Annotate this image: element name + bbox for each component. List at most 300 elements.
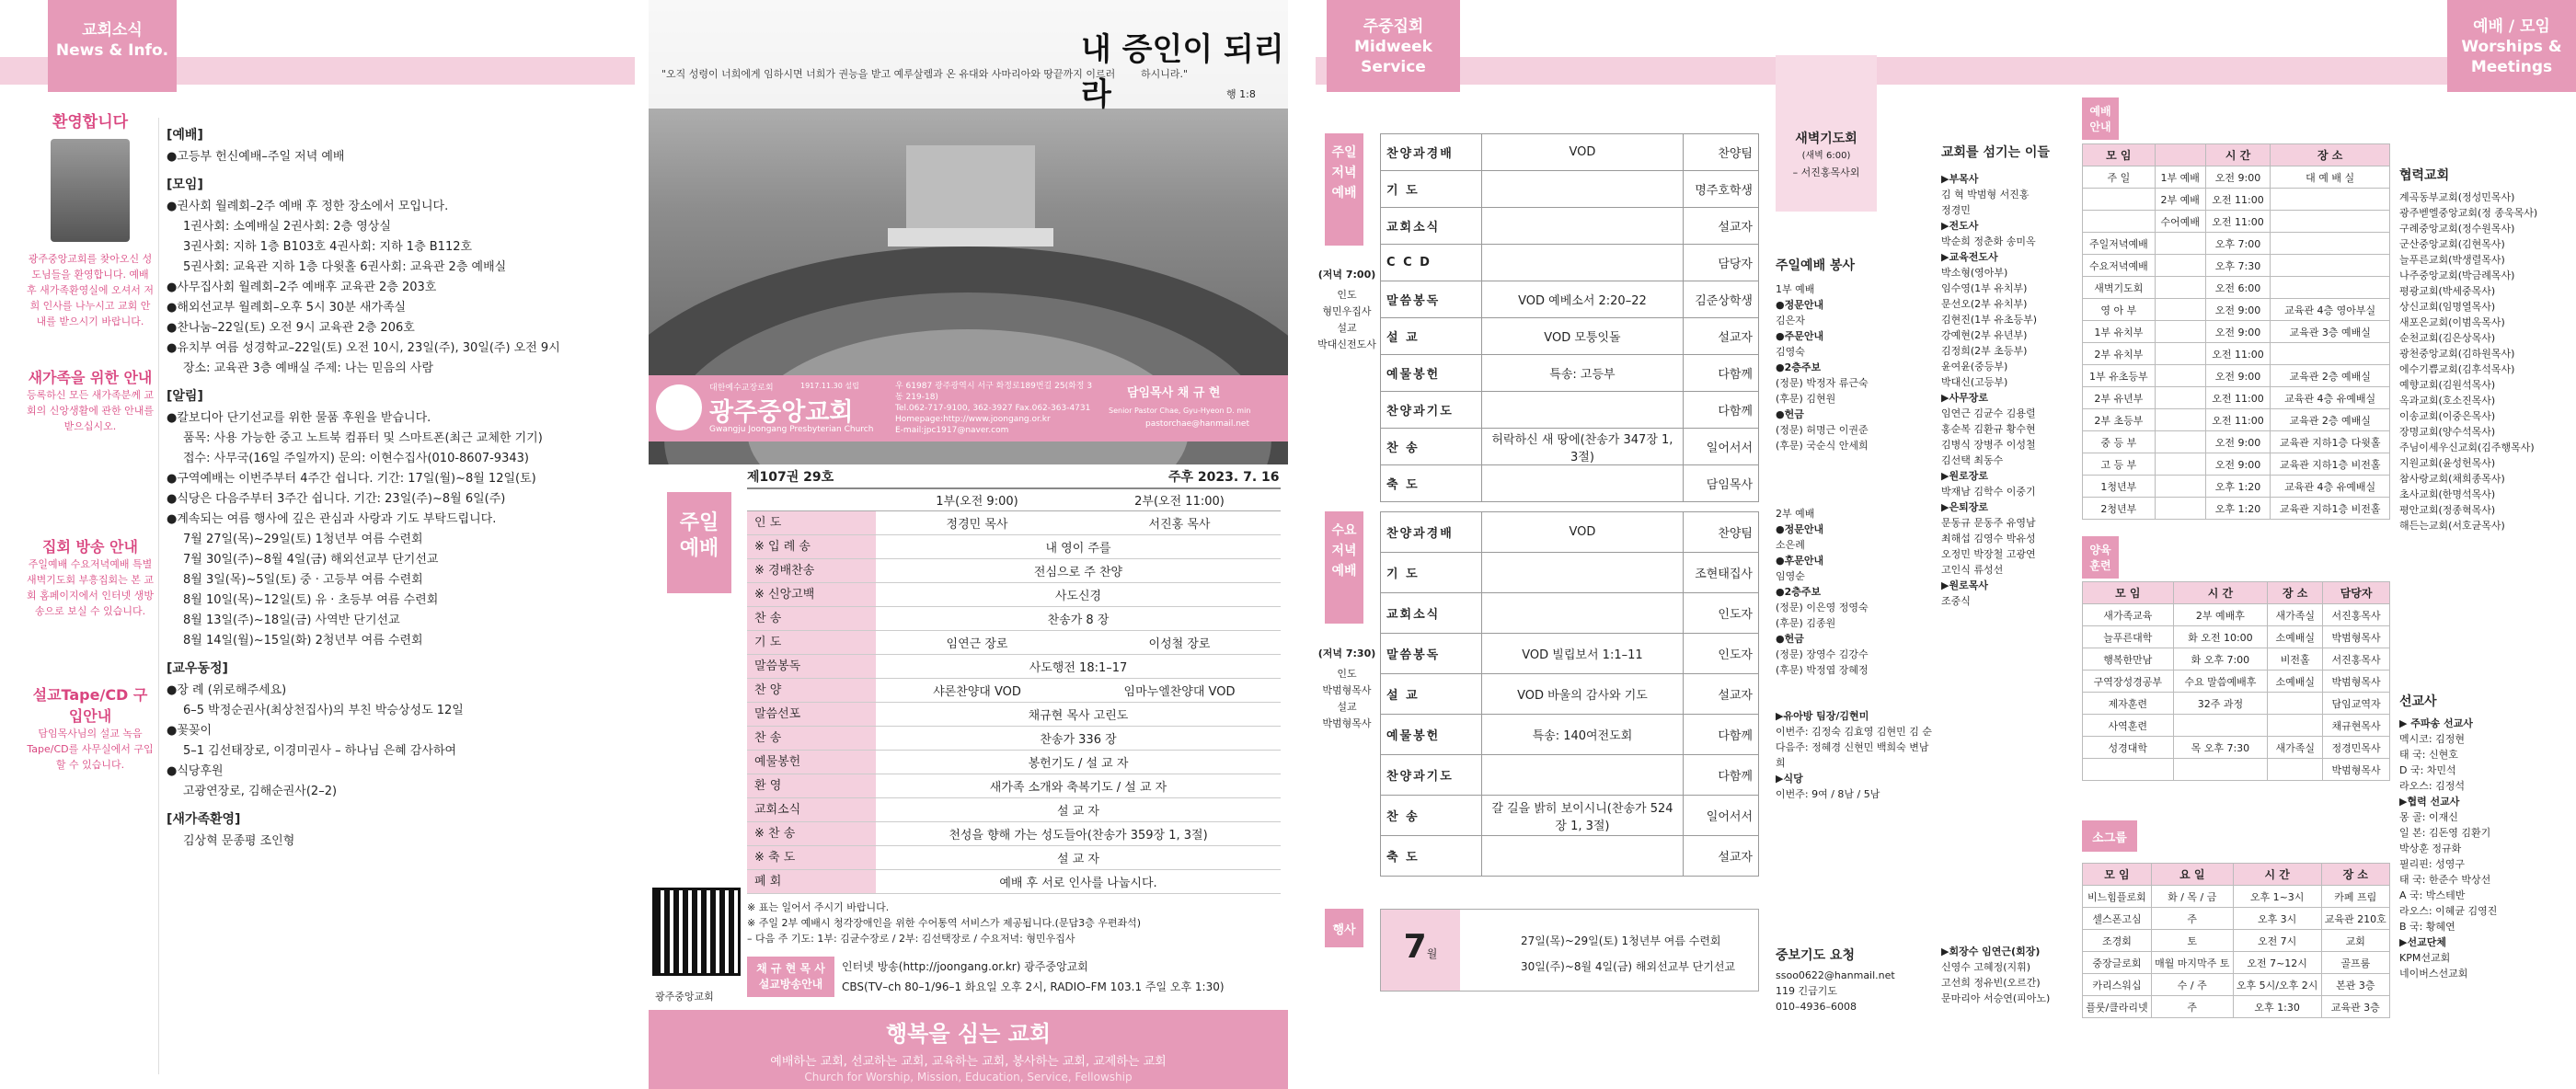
news-line: 8월 10일(목)~12일(토) 유 · 초등부 여름 수련회 xyxy=(183,593,439,607)
service-detail: 갈 길을 밝히 보이시니(찬송가 524장 1, 3절) xyxy=(1481,796,1683,836)
nurture-row xyxy=(2083,648,2390,671)
worship-cell: 2부 예배 xyxy=(2155,189,2205,211)
worship-cell: 오후 1:20 xyxy=(2205,476,2271,498)
worship-cell xyxy=(2271,211,2390,233)
service-person: 설교자 xyxy=(1684,208,1759,245)
worship-cell xyxy=(2155,476,2205,498)
service-detail: 허락하신 새 땅에(찬송가 347장 1, 3절) xyxy=(1481,429,1683,465)
newfamily-text: 등록하신 모든 새가족분께 교회의 신앙생활에 관한 안내를 받으십시오. xyxy=(26,389,154,432)
order-rows xyxy=(747,511,1281,894)
small-group-cell: 매월 마지막주 토 xyxy=(2151,952,2233,974)
sunday-evening-lead: 인도 형민우집사 설교 박대신전도사 xyxy=(1317,289,1376,350)
worship-cell: 오전 9:00 xyxy=(2205,365,2271,387)
news-line: 김상혁 문종평 조인형 xyxy=(183,834,295,848)
event-month-box xyxy=(1381,910,1460,991)
worship-cell: 2부 초등부 xyxy=(2083,409,2156,431)
staff-line: 김선택 최동수 xyxy=(1941,454,2004,466)
news-section-heading: [알림] xyxy=(167,389,203,404)
dawn-lead: – 서진홍목사외 xyxy=(1792,166,1860,178)
note-line: ※ 표는 일어서 주시기 바랍니다. xyxy=(747,901,890,913)
coop-church: 예향교회(김원석목사) xyxy=(2399,379,2496,391)
serve-2nd xyxy=(1776,506,1932,678)
nurture-cell xyxy=(2173,759,2268,781)
service-detail xyxy=(1481,836,1683,877)
nurture-cell: 성경대학 xyxy=(2083,737,2174,759)
prayer-title: 중보기도 요청 xyxy=(1776,948,1856,963)
nurture-cell: 2부 예배후 xyxy=(2173,604,2268,626)
sunday-evening-time: (저녁 7:00) xyxy=(1317,269,1376,281)
service-item: 기 도 xyxy=(1381,553,1482,593)
nurture-cell: 제자훈련 xyxy=(2083,693,2174,715)
nurture-cell: 정경민목사 xyxy=(2323,737,2390,759)
news-line: ●식당은 다음주부터 3주간 쉽니다. 기간: 23일(주)~8월 6일(주) xyxy=(167,492,506,506)
service-row xyxy=(1381,755,1759,796)
missionary: B 국: 황혜연 xyxy=(2399,921,2455,933)
order-row xyxy=(747,727,1281,751)
worship-order xyxy=(747,487,1281,894)
email-link[interactable]: E-mail:jpc1917@naver.com xyxy=(895,426,1009,435)
pastor-email[interactable]: pastorchae@hanmail.net xyxy=(1145,419,1249,429)
service-detail xyxy=(1481,465,1683,502)
serve-line: ●주문안내 xyxy=(1776,330,1824,342)
staff-line: 김정희(2부 초등부) xyxy=(1941,345,2028,357)
worship-cell: 교육관 2층 예배실 xyxy=(2271,409,2390,431)
missionary: 라오스: 김정석 xyxy=(2399,780,2465,792)
news-line: ●해외선교부 월례회–오후 5시 30분 새가족실 xyxy=(167,301,407,315)
worship-cell: 교육관 2층 예배실 xyxy=(2271,365,2390,387)
worship-row xyxy=(2083,453,2390,476)
event-item: 27일(목)~29일(토) 1청년부 여름 수련회 xyxy=(1521,934,1721,947)
service-row xyxy=(1381,392,1759,429)
news-line: 장소: 교육관 3층 예배실 주제: 나는 믿음의 사람 xyxy=(183,361,434,375)
coop-church: 에수기쁨교회(김후석목사) xyxy=(2399,363,2515,375)
order-row xyxy=(747,870,1281,894)
nurture-cell: 구역장성경공부 xyxy=(2083,671,2174,693)
small-group-cell: 카페 프림 xyxy=(2321,886,2389,908)
service-item: 예물봉헌 xyxy=(1381,715,1482,755)
small-group-row xyxy=(2083,974,2390,996)
sunday-evening-tab: 주일 저녁 예배 xyxy=(1325,133,1363,246)
coop-church: 주님이세우신교회(김주행목사) xyxy=(2399,441,2535,453)
addr: 우 61987 광주광역시 서구 화정로189번길 25(화정 3동 219-18) xyxy=(895,382,1093,402)
news-section-heading: [모임] xyxy=(167,178,203,192)
worship-cell: 오전 9:00 xyxy=(2205,321,2271,343)
church-info-bar xyxy=(649,375,1288,441)
worship-col: 모 임 xyxy=(2083,144,2156,166)
nurture-cell: 채규현목사 xyxy=(2323,715,2390,737)
service-row xyxy=(1381,355,1759,392)
order-2nd: 임마누엘찬양대 VOD xyxy=(1123,685,1236,699)
service-person: 담임목사 xyxy=(1684,465,1759,502)
nurture-col: 담당자 xyxy=(2323,582,2390,604)
event-list xyxy=(1521,928,1735,980)
small-group-cell: 중장글로회 xyxy=(2083,952,2152,974)
service-item: 찬양과기도 xyxy=(1381,755,1482,796)
missionary: 태 국: 신현호 xyxy=(2399,749,2458,761)
news-line: ●꽃꽂이 xyxy=(167,724,213,738)
nurture-cell: 화 오전 10:00 xyxy=(2173,626,2268,648)
dawn-box xyxy=(1776,55,1877,212)
wednesday-evening-lead: 인도 박범형목사 설교 박범형목사 xyxy=(1322,668,1372,729)
wednesday-evening-time: (저녁 7:30) xyxy=(1317,648,1376,659)
service-item: 교회소식 xyxy=(1381,208,1482,245)
serve-line: (후문) 김종원 xyxy=(1776,617,1836,629)
order-item: ※ 축 도 xyxy=(747,846,876,869)
coop-church: 지원교회(윤성헌목사) xyxy=(2399,457,2496,469)
news-section-heading: [예배] xyxy=(167,128,203,143)
choir-staff xyxy=(1941,944,2084,1006)
worship-cell: 새벽기도회 xyxy=(2083,277,2156,299)
order-row xyxy=(747,774,1281,798)
small-group-cell: 본관 3층 xyxy=(2321,974,2389,996)
coop-church: 옥과교회(호소진목사) xyxy=(2399,395,2496,407)
col-2nd: 2부(오전 11:00) xyxy=(1134,495,1225,509)
nurture-cell: 소예배실 xyxy=(2268,626,2323,648)
order-2nd: 서진홍 목사 xyxy=(1148,518,1211,532)
service-item: 말씀봉독 xyxy=(1381,634,1482,674)
worship-row xyxy=(2083,299,2390,321)
service-row xyxy=(1381,553,1759,593)
order-2nd: 이성철 장로 xyxy=(1148,637,1211,651)
order-row xyxy=(747,751,1281,774)
worship-cell: 오전 11:00 xyxy=(2205,387,2271,409)
nurture-cell: 수요 말씀예배후 xyxy=(2173,671,2268,693)
order-item: ※ 신앙고백 xyxy=(747,583,876,606)
serve-line: (후문) 김현원 xyxy=(1776,393,1836,405)
worship-cell xyxy=(2155,321,2205,343)
news-line: 1권사회: 소예배실 2권사회: 2층 영상실 xyxy=(183,220,391,234)
nurture-cell: 행복한만남 xyxy=(2083,648,2174,671)
note-line: – 다음 주 기도: 1부: 김균수장로 / 2부: 김선택장로 / 수요저녁: 형민우집사 xyxy=(747,933,1075,945)
news-line: ●사무집사회 월례회–2주 예배후 교육관 2층 203호 xyxy=(167,281,437,294)
nursery-line: 이번주: 9여 / 8남 / 5남 xyxy=(1776,788,1880,800)
worship-cell: 1부 예배 xyxy=(2155,166,2205,189)
serve-line: 임영순 xyxy=(1776,570,1805,582)
welcome-text: 광주중앙교회를 찾아오신 성도님들을 환영합니다. 예배 후 새가족환영실에 오셔서 저희 인사를 나누시고 교회 안내를 받으시기 바랍니다. xyxy=(26,253,154,327)
worship-cell: 오후 7:00 xyxy=(2205,233,2271,255)
coop-church: 계곡동부교회(정성민목사) xyxy=(2399,191,2515,203)
choir-line: 신영수 고혜정(지휘) xyxy=(1941,961,2031,973)
worship-cell xyxy=(2083,211,2156,233)
worship-cell: 교육관 4층 유예배실 xyxy=(2271,387,2390,409)
service-detail xyxy=(1481,245,1683,281)
missionary: ▶협력 선교사 xyxy=(2399,796,2460,808)
missionary: KPM선교회 xyxy=(2399,952,2451,964)
worship-cell: 중 등 부 xyxy=(2083,431,2156,453)
service-item: 기 도 xyxy=(1381,171,1482,208)
small-group-cell: 카리스워십 xyxy=(2083,974,2152,996)
newfamily-title: 새가족을 위한 안내 xyxy=(28,369,153,386)
nurture-col: 시 간 xyxy=(2173,582,2268,604)
qr-label: 광주중앙교회 xyxy=(655,991,714,1003)
slogan-sub: 예배하는 교회, 선교하는 교회, 교육하는 교회, 봉사하는 교회, 교제하는 교회 xyxy=(770,1055,1167,1069)
worship-order-head xyxy=(747,487,1281,511)
nurture-cell: 박범형목사 xyxy=(2323,671,2390,693)
worship-cell: 고 등 부 xyxy=(2083,453,2156,476)
service-row xyxy=(1381,796,1759,836)
worship-cell: 오전 9:00 xyxy=(2205,453,2271,476)
order-content: 봉헌기도 / 설 교 자 xyxy=(1028,757,1129,771)
worship-row xyxy=(2083,409,2390,431)
order-content: 채규현 목사 고린도 xyxy=(1028,709,1129,723)
small-group-cell: 오후 5시/오후 2시 xyxy=(2233,974,2321,996)
worship-cell: 2청년부 xyxy=(2083,498,2156,520)
service-detail: 특송: 140여전도회 xyxy=(1481,715,1683,755)
cover-ref: 행 1:8 xyxy=(1226,88,1256,100)
news-line: 3권사회: 지하 1층 B103호 4권사회: 지하 1층 B112호 xyxy=(183,240,473,254)
nurture-cell: 화 오후 7:00 xyxy=(2173,648,2268,671)
nurture-cell: 박범형목사 xyxy=(2323,759,2390,781)
worship-cell: 오전 9:00 xyxy=(2205,166,2271,189)
service-item: 찬 송 xyxy=(1381,796,1482,836)
serve-line: 1부 예배 xyxy=(1776,283,1815,295)
service-item: 찬양과기도 xyxy=(1381,392,1482,429)
worship-row xyxy=(2083,211,2390,233)
serve-line: 김영숙 xyxy=(1776,346,1805,358)
news-line: 6–5 박정순권사(최상천집사)의 부친 박승상성도 12일 xyxy=(183,704,464,717)
small-group-cell: 오후 1:30 xyxy=(2233,996,2321,1018)
small-group-col: 요 일 xyxy=(2151,864,2233,886)
service-detail xyxy=(1481,593,1683,634)
small-group-cell: 화 / 목 / 금 xyxy=(2151,886,2233,908)
news-section-heading: [새가족환영] xyxy=(167,812,241,827)
small-group-row xyxy=(2083,930,2390,952)
coop-church: 참사랑교회(채희종목사) xyxy=(2399,473,2505,485)
staff-line: 임수영(1부 유치부) xyxy=(1941,282,2028,294)
nurture-cell: 새가족교육 xyxy=(2083,604,2174,626)
staff-line: 정경민 xyxy=(1941,204,1971,216)
coop-church: 이송교회(이중은목사) xyxy=(2399,410,2496,422)
missionary: ▶ 주파송 선교사 xyxy=(2399,717,2473,729)
order-content: 설 교 자 xyxy=(1057,805,1099,819)
prayer-line: 010–4936–6008 xyxy=(1776,1001,1857,1013)
service-detail: VOD xyxy=(1481,134,1683,171)
serve-line: 2부 예배 xyxy=(1776,508,1815,520)
coop-church: 장명교회(양수석목사) xyxy=(2399,426,2496,438)
nurture-cell: 비전홀 xyxy=(2268,648,2323,671)
coop-church: 해든는교회(서호균목사) xyxy=(2399,520,2505,532)
coop-church: 평안교회(정종혁목사) xyxy=(2399,504,2496,516)
serve-line: (후문) 국순식 안세희 xyxy=(1776,440,1869,452)
order-content: 사도신경 xyxy=(1054,590,1102,603)
small-group-col: 시 간 xyxy=(2233,864,2321,886)
small-group-cell: 오전 7시 xyxy=(2233,930,2321,952)
missionary: A 국: 박스테반 xyxy=(2399,889,2466,901)
small-group-cell: 셀스폰고심 xyxy=(2083,908,2152,930)
broadcast-label: 채 규 현 목 사 설교방송안내 xyxy=(747,957,834,997)
order-row xyxy=(747,631,1281,655)
service-row xyxy=(1381,593,1759,634)
missionary: 일 본: 김돈영 김환기 xyxy=(2399,827,2491,839)
staff-line: ▶전도사 xyxy=(1941,220,1979,232)
coop-church: 순천교회(김은상목사) xyxy=(2399,332,2496,344)
nurture-cell: 32주 과정 xyxy=(2173,693,2268,715)
news-line: 고광연장로, 김해순권사(2–2) xyxy=(183,785,338,798)
service-person: 명주호학생 xyxy=(1684,171,1759,208)
worship-row xyxy=(2083,476,2390,498)
news-line: 8월 14일(월)~15일(화) 2청년부 여름 수련회 xyxy=(183,634,423,648)
worship-cell xyxy=(2155,299,2205,321)
serve-line: ●2층주보 xyxy=(1776,361,1822,373)
order-row xyxy=(747,655,1281,679)
staff-line: 최해섭 김영수 박유성 xyxy=(1941,533,2036,544)
service-person: 김준상학생 xyxy=(1684,281,1759,318)
service-detail: 특송: 고등부 xyxy=(1481,355,1683,392)
wednesday-evening-tab: 수요 저녁 예배 xyxy=(1325,511,1363,624)
news-line: ●식당후원 xyxy=(167,764,224,778)
service-item: 교회소식 xyxy=(1381,593,1482,634)
service-person: 다함께 xyxy=(1684,392,1759,429)
meet-tab: 예배 / 모임 Worships & Meetings xyxy=(2447,0,2576,92)
service-person: 설교자 xyxy=(1684,674,1759,715)
staff-line: ▶사무장로 xyxy=(1941,392,1988,404)
small-group-cell: 오전 7~12시 xyxy=(2233,952,2321,974)
news-line: ●유치부 여름 성경학교–22일(토) 오전 10시, 23일(주), 30일(주) 오전 9시 xyxy=(167,341,560,355)
choir-line: 고선희 정유빈(오르간) xyxy=(1941,977,2041,989)
denom: 대한예수교장로회 xyxy=(709,384,774,393)
nurture-row xyxy=(2083,626,2390,648)
service-detail xyxy=(1481,392,1683,429)
small-group-cell: 수 / 주 xyxy=(2151,974,2233,996)
worship-head xyxy=(2083,144,2390,166)
order-content: 사도행전 18:1–17 xyxy=(1029,661,1128,675)
order-item: ※ 경배찬송 xyxy=(747,559,876,582)
staff-line: 조중식 xyxy=(1941,595,1971,607)
worship-cell xyxy=(2155,453,2205,476)
nurture-cell: 목 오후 7:30 xyxy=(2173,737,2268,759)
worship-cell xyxy=(2155,431,2205,453)
coop-church: 나주중앙교회(박금례목사) xyxy=(2399,269,2515,281)
news-line: 7월 30일(주)~8월 4일(금) 해외선교부 단기선교 xyxy=(183,553,439,567)
small-group-col: 모 임 xyxy=(2083,864,2152,886)
service-row xyxy=(1381,281,1759,318)
nursery-line: ▶식당 xyxy=(1776,773,1803,785)
service-row xyxy=(1381,715,1759,755)
nurture-cell xyxy=(2083,759,2174,781)
order-content: 예배 후 서로 인사를 나눕시다. xyxy=(999,877,1157,890)
missionaries xyxy=(2399,716,2574,981)
serve-line: ●후문안내 xyxy=(1776,555,1824,567)
order-row xyxy=(747,559,1281,583)
worship-cell: 오전 11:00 xyxy=(2205,211,2271,233)
news-line: ●구역예배는 이번주부터 4주간 쉽니다. 기간: 17일(월)~8월 12일(토) xyxy=(167,472,536,486)
missionary: 박상훈 정규화 xyxy=(2399,843,2462,854)
prayer-line: ssoo0622@hanmail.net xyxy=(1776,969,1895,981)
news-line: 접수: 사무국(16일 주일까지) 문의: 이현수집사(010-8607-9343) xyxy=(183,452,529,465)
serve-title: 주일예배 봉사 xyxy=(1776,258,1856,273)
order-content: 설 교 자 xyxy=(1057,853,1099,866)
service-detail: VOD 빌립보서 1:1–11 xyxy=(1481,634,1683,674)
service-person: 다함께 xyxy=(1684,715,1759,755)
order-item: 찬 송 xyxy=(747,727,876,750)
worship-cell xyxy=(2155,233,2205,255)
small-group-row xyxy=(2083,886,2390,908)
coop-church: 상신교회(임명열목사) xyxy=(2399,301,2496,313)
staff-line: 박재남 김학수 이중기 xyxy=(1941,486,2036,498)
worship-cell xyxy=(2155,365,2205,387)
worship-cell xyxy=(2155,255,2205,277)
tape-text: 담임목사님의 설교 녹음 Tape/CD를 사무실에서 구입할 수 있습니다. xyxy=(27,728,154,771)
service-row xyxy=(1381,465,1759,502)
worship-cell: 교육관 지하1층 비전홀 xyxy=(2271,498,2390,520)
service-detail: VOD 모퉁잇돌 xyxy=(1481,318,1683,355)
choir-line: ▶회장수 임연근(회장) xyxy=(1941,946,2041,957)
small-group-col: 장 소 xyxy=(2321,864,2389,886)
news-line: 8월 3일(목)~5일(토) 중 · 고등부 여름 수련회 xyxy=(183,573,423,587)
event-box xyxy=(1380,909,1759,992)
service-detail xyxy=(1481,171,1683,208)
order-content: 전심으로 주 찬양 xyxy=(1033,566,1123,579)
worship-col: 시 간 xyxy=(2205,144,2271,166)
worship-schedule xyxy=(2082,143,2390,520)
worship-cell xyxy=(2271,233,2390,255)
nurture-cell: 서진홍목사 xyxy=(2323,604,2390,626)
worship-cell: 오후 1:20 xyxy=(2205,498,2271,520)
miss-title: 선교사 xyxy=(2399,694,2437,709)
worship-cell: 2부 유년부 xyxy=(2083,387,2156,409)
nurture-row xyxy=(2083,759,2390,781)
serve-line: (정문) 허명근 이권준 xyxy=(1776,424,1869,436)
worship-cell: 교육관 3층 예배실 xyxy=(2271,321,2390,343)
service-row xyxy=(1381,512,1759,553)
small-group-cell: 오후 1~3시 xyxy=(2233,886,2321,908)
church-name-en: Gwangju Joongang Presbyterian Church xyxy=(709,425,874,434)
small-group-cell: 주 xyxy=(2151,908,2233,930)
pastor-name: 담임목사 채 규 현 xyxy=(1127,386,1221,400)
worship-cell: 1부 유초등부 xyxy=(2083,365,2156,387)
worship-row xyxy=(2083,365,2390,387)
order-content: 새가족 소개와 축복기도 / 설 교 자 xyxy=(989,781,1167,795)
worship-cell: 교육관 지하1층 다윗홀 xyxy=(2271,431,2390,453)
worship-cell xyxy=(2155,277,2205,299)
staff-line: 문동규 문동주 유영남 xyxy=(1941,517,2036,529)
service-person: 설교자 xyxy=(1684,836,1759,877)
service-row xyxy=(1381,634,1759,674)
service-row xyxy=(1381,134,1759,171)
worship-cell: 오전 6:00 xyxy=(2205,277,2271,299)
staff-line: ▶원로목사 xyxy=(1941,579,1988,591)
homepage-link[interactable]: Homepage:http://www.joongang.or.kr xyxy=(895,415,1051,424)
serve-line: (정문) 박정자 류근숙 xyxy=(1776,377,1869,389)
news-body xyxy=(158,118,632,1074)
order-item: 기 도 xyxy=(747,631,876,654)
nurture-head xyxy=(2083,582,2390,604)
choir-line: 문마리아 서승연(피아노) xyxy=(1941,992,2051,1004)
qr-code-icon[interactable] xyxy=(655,890,738,973)
worship-cell xyxy=(2271,255,2390,277)
nursery-line: ▶유아방 팀장/김현미 xyxy=(1776,710,1869,722)
service-person: 인도자 xyxy=(1684,634,1759,674)
broadcast-internet[interactable]: 인터넷 방송(http://joongang.or.kr) 광주중앙교회 xyxy=(842,960,1088,973)
order-row xyxy=(747,535,1281,559)
service-row xyxy=(1381,245,1759,281)
nurture-tab: 양육 훈련 xyxy=(2082,536,2119,579)
event-tab: 행사 xyxy=(1325,909,1363,947)
nurture-row xyxy=(2083,715,2390,737)
coop-church: 구례중앙교회(정수원목사) xyxy=(2399,223,2515,235)
worship-row xyxy=(2083,343,2390,365)
nurture-cell: 담임교역자 xyxy=(2323,693,2390,715)
pastor-name-en: Senior Pastor Chae, Gyu-Hyeon D. min xyxy=(1109,407,1251,415)
cover-notes xyxy=(747,900,1281,946)
nurture-row xyxy=(2083,693,2390,715)
service-person: 찬양팀 xyxy=(1684,512,1759,553)
worship-row xyxy=(2083,166,2390,189)
order-item: 환 영 xyxy=(747,774,876,797)
pastor-photo xyxy=(51,139,130,242)
order-content: 찬송가 8 장 xyxy=(1047,613,1110,627)
news-line: ●계속되는 여름 행사에 깊은 관심과 사랑과 기도 부탁드립니다. xyxy=(167,512,497,526)
